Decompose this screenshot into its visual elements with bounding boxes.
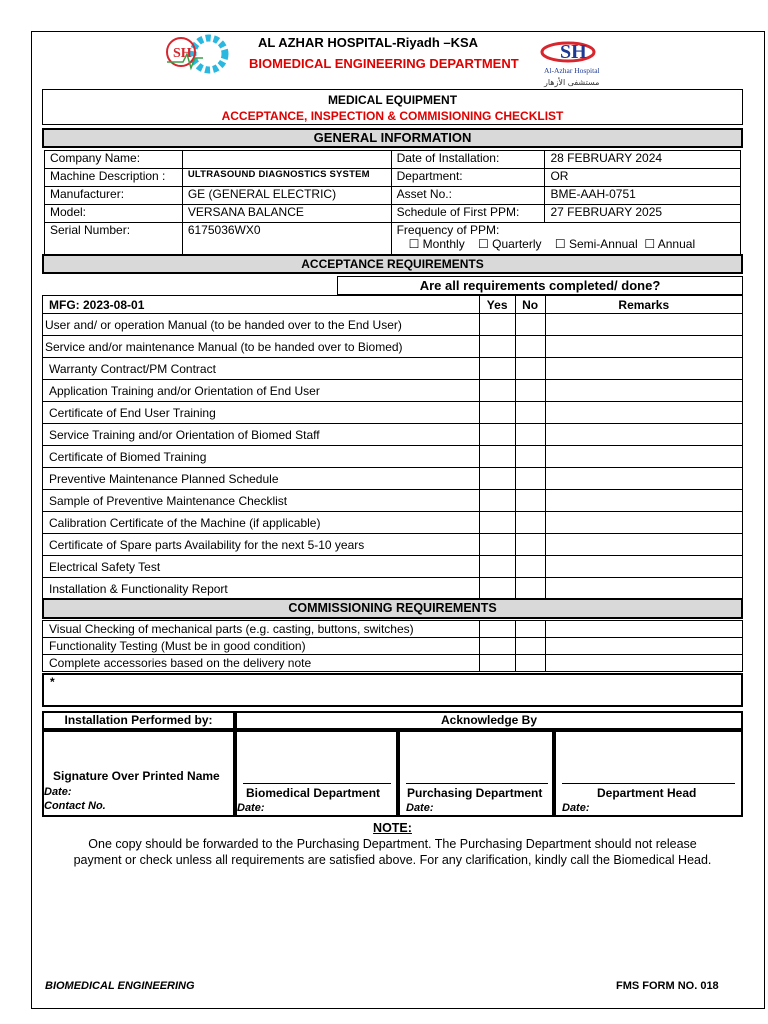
commissioning-item: Visual Checking of mechanical parts (e.g. casting, buttons, switches) <box>43 621 480 638</box>
yes-cell[interactable] <box>479 446 515 468</box>
no-cell[interactable] <box>515 534 545 556</box>
yes-cell[interactable] <box>479 424 515 446</box>
company-value <box>182 151 391 169</box>
remarks-cell[interactable] <box>545 314 742 336</box>
department-title: BIOMEDICAL ENGINEERING DEPARTMENT <box>249 56 519 71</box>
acceptance-item: Certificate of End User Training <box>43 402 480 424</box>
biomed-label: Biomedical Department <box>246 786 381 800</box>
ppm-label: Schedule of First PPM: <box>391 205 545 223</box>
hospital-name: AL AZHAR HOSPITAL-Riyadh –KSA <box>258 35 479 50</box>
remarks-cell[interactable] <box>545 424 742 446</box>
yes-cell[interactable] <box>479 512 515 534</box>
asset-label: Asset No.: <box>391 187 545 205</box>
additional-notes-box[interactable] <box>42 673 743 707</box>
logo-left-text: SH <box>173 46 192 61</box>
logo-right-caption: Al-Azhar Hospital <box>544 66 600 75</box>
remarks-cell[interactable] <box>545 402 742 424</box>
col-yes-header: Yes <box>479 296 515 314</box>
acceptance-item: Preventive Maintenance Planned Schedule <box>43 468 480 490</box>
serial-value: 6175036WX0 <box>182 223 391 256</box>
yes-cell[interactable] <box>479 655 515 672</box>
yes-cell[interactable] <box>479 638 515 655</box>
acceptance-item: Installation & Functionality Report <box>43 578 480 600</box>
department-head-label: Department Head <box>597 786 697 800</box>
logo-right-arabic: مستشفى الأزهار <box>544 78 600 87</box>
department-head-date-label: Date: <box>562 802 590 814</box>
acceptance-item: Warranty Contract/PM Contract <box>43 358 480 380</box>
remarks-cell[interactable] <box>545 336 742 358</box>
footer-left: BIOMEDICAL ENGINEERING <box>45 980 195 992</box>
remarks-cell[interactable] <box>545 638 742 655</box>
no-cell[interactable] <box>515 446 545 468</box>
no-cell[interactable] <box>515 638 545 655</box>
commissioning-heading: COMMISSIONING REQUIREMENTS <box>42 598 743 619</box>
acceptance-item: Sample of Preventive Maintenance Checklist <box>43 490 480 512</box>
acceptance-item: Calibration Certificate of the Machine (if applicable) <box>43 512 480 534</box>
hospital-logo-left <box>163 32 233 82</box>
requirements-question: Are all requirements completed/ done? <box>337 276 743 295</box>
purchasing-label: Purchasing Department <box>407 786 543 800</box>
serial-label: Serial Number: <box>45 223 183 256</box>
note-section <box>42 820 743 868</box>
commissioning-item: Functionality Testing (Must be in good condition) <box>43 638 480 655</box>
general-info-table <box>44 150 741 256</box>
freq-quarterly-checkbox[interactable]: ☐ Quarterly <box>478 237 542 251</box>
no-cell[interactable] <box>515 402 545 424</box>
asset-value: BME-AAH-0751 <box>545 187 741 205</box>
ppm-frequency-options <box>397 237 735 251</box>
remarks-cell[interactable] <box>545 534 742 556</box>
freq-semiannual-checkbox[interactable]: ☐ Semi-Annual <box>554 237 638 251</box>
form-title-line1: MEDICAL EQUIPMENT <box>327 93 458 107</box>
model-label: Model: <box>45 205 183 223</box>
yes-cell[interactable] <box>479 314 515 336</box>
no-cell[interactable] <box>515 468 545 490</box>
install-date-label: Date of Installation: <box>391 151 545 169</box>
acceptance-item: Certificate of Biomed Training <box>43 446 480 468</box>
no-cell[interactable] <box>515 490 545 512</box>
acceptance-heading: ACCEPTANCE REQUIREMENTS <box>42 254 743 274</box>
signature-label: Signature Over Printed Name <box>53 769 220 783</box>
remarks-cell[interactable] <box>545 446 742 468</box>
no-cell[interactable] <box>515 578 545 600</box>
col-no-header: No <box>515 296 545 314</box>
ppm-frequency-label: Frequency of PPM: <box>396 223 500 237</box>
no-cell[interactable] <box>515 512 545 534</box>
manufacturer-value: GE (GENERAL ELECTRIC) <box>182 187 391 205</box>
no-cell[interactable] <box>515 336 545 358</box>
yes-cell[interactable] <box>479 468 515 490</box>
remarks-cell[interactable] <box>545 512 742 534</box>
manufacturer-label: Manufacturer: <box>45 187 183 205</box>
acceptance-item: Service and/or maintenance Manual (to be handed over to Biomed) <box>43 336 480 358</box>
mfg-date: MFG: 2023-08-01 <box>43 296 480 314</box>
commissioning-table <box>42 620 743 672</box>
installed-by-header: Installation Performed by: <box>42 711 235 730</box>
yes-cell[interactable] <box>479 358 515 380</box>
yes-cell[interactable] <box>479 556 515 578</box>
department-head-signature-box[interactable] <box>554 730 743 817</box>
remarks-cell[interactable] <box>545 380 742 402</box>
col-remarks-header: Remarks <box>545 296 742 314</box>
note-asterisk: * <box>50 675 55 689</box>
footer-form-number: FMS FORM NO. 018 <box>616 980 719 992</box>
biomed-date-label: Date: <box>237 802 265 814</box>
yes-cell[interactable] <box>479 578 515 600</box>
remarks-cell[interactable] <box>545 468 742 490</box>
remarks-cell[interactable] <box>545 358 742 380</box>
machine-label: Machine Description : <box>45 169 183 187</box>
freq-monthly-checkbox[interactable]: ☐ Monthly <box>408 237 465 251</box>
remarks-cell[interactable] <box>545 578 742 600</box>
form-title-line2: ACCEPTANCE, INSPECTION & COMMISIONING CHECKLIST <box>221 109 564 123</box>
no-cell[interactable] <box>515 621 545 638</box>
note-line2: payment or check unless all requirements are satisfied above. For any clarification, kindly call the Biomedical Head. <box>73 853 712 867</box>
no-cell[interactable] <box>515 380 545 402</box>
purchasing-date-label: Date: <box>406 802 434 814</box>
acknowledge-by-header: Acknowledge By <box>235 711 743 730</box>
acceptance-item: Electrical Safety Test <box>43 556 480 578</box>
company-label: Company Name: <box>45 151 183 169</box>
logo-right-text: SH <box>560 41 587 63</box>
hospital-logo-right <box>540 40 630 90</box>
machine-value: ULTRASOUND DIAGNOSTICS SYSTEM <box>182 169 391 187</box>
no-cell[interactable] <box>515 314 545 336</box>
yes-cell[interactable] <box>479 490 515 512</box>
installer-signature-box[interactable] <box>42 730 235 817</box>
remarks-cell[interactable] <box>545 490 742 512</box>
freq-annual-checkbox[interactable]: ☐ Annual <box>644 237 696 251</box>
yes-cell[interactable] <box>479 621 515 638</box>
no-cell[interactable] <box>515 358 545 380</box>
acceptance-item: Application Training and/or Orientation of End User <box>43 380 480 402</box>
installer-contact-label: Contact No. <box>44 800 106 812</box>
remarks-cell[interactable] <box>545 621 742 638</box>
yes-cell[interactable] <box>479 402 515 424</box>
ppm-value: 27 FEBRUARY 2025 <box>545 205 741 223</box>
ppm-frequency-cell <box>391 223 740 256</box>
acceptance-item: User and/ or operation Manual (to be handed over to the End User) <box>43 314 480 336</box>
biomed-signature-box[interactable] <box>235 730 398 817</box>
no-cell[interactable] <box>515 655 545 672</box>
installer-date-label: Date: <box>44 786 72 798</box>
acceptance-table <box>42 295 743 600</box>
general-info-heading: GENERAL INFORMATION <box>42 128 743 148</box>
model-value: VERSANA BALANCE <box>182 205 391 223</box>
yes-cell[interactable] <box>479 336 515 358</box>
remarks-cell[interactable] <box>545 556 742 578</box>
no-cell[interactable] <box>515 556 545 578</box>
department-value: OR <box>545 169 741 187</box>
department-label: Department: <box>391 169 545 187</box>
note-title: NOTE: <box>373 821 412 835</box>
purchasing-signature-box[interactable] <box>398 730 554 817</box>
acceptance-item: Service Training and/or Orientation of Biomed Staff <box>43 424 480 446</box>
remarks-cell[interactable] <box>545 655 742 672</box>
no-cell[interactable] <box>515 424 545 446</box>
commissioning-item: Complete accessories based on the delivery note <box>43 655 480 672</box>
yes-cell[interactable] <box>479 380 515 402</box>
acceptance-item: Certificate of Spare parts Availability for the next 5-10 years <box>43 534 480 556</box>
yes-cell[interactable] <box>479 534 515 556</box>
install-date-value: 28 FEBRUARY 2024 <box>545 151 741 169</box>
form-title-box <box>42 89 743 125</box>
note-line1: One copy should be forwarded to the Purchasing Department. The Purchasing Department should not release <box>88 837 697 851</box>
